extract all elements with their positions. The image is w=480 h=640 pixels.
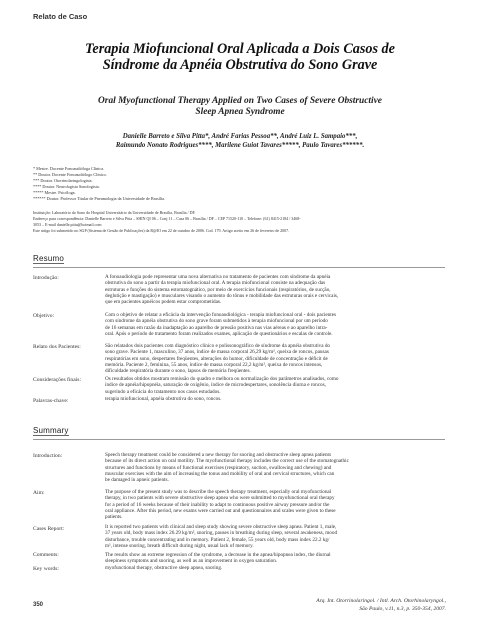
summary-label-key-words: Key words: <box>33 566 59 572</box>
resumo-text-consideracoes: Os resultados obtidos mostram remissão do quadro e melhora ou normalização dos parâmetros analisados, como índice de apnéia/hipopnéia, saturação de oxigênio, índice de microdespertares, sonolência diurna e roncos, sugerindo a eficácia do tratamento nos casos estudados. <box>105 376 339 395</box>
summary-label-aim: Aim: <box>33 490 45 496</box>
affiliation-4: **** Doutor. Neurologista Sonologista. <box>33 184 100 189</box>
summary-text-aim: The purpose of the present study was to describe the speech therapy treatment, especially oral myofunctional therapy, in two patients with severe obstructive sleep apnea who were submitted to myofunctional oral therapy for a period of 16 weeks because of their inability to adapt to continuous positive airway pressure and/or the oral appliance. After this period, new exams were carried out and questionnaires and scales were given to these patients. <box>105 489 336 521</box>
resumo-label-objetivo: Objetivo: <box>33 313 55 319</box>
summary-label-cases-report: Cases Report: <box>33 526 65 532</box>
institution-line-4: Este artigo foi submetido no SGP (Sistema de Gestão de Publicações) da R@IO em 22 de outubro de 2006. Cod. 179. Artigo aceito em 26 de fevereiro de 2007. <box>33 228 290 233</box>
summary-text-key-words: myofunctional therapy, obstructive sleep apnea, snoring. <box>105 565 223 571</box>
resumo-label-introducao: Introdução: <box>33 275 59 281</box>
resumo-label-palavras-chave: Palavras-chave: <box>33 398 69 404</box>
resumo-heading: Resumo <box>33 254 64 263</box>
affiliation-2: ** Doutor. Docente Fonoaudiólogo Clínico. <box>33 172 107 177</box>
summary-label-comments: Comments: <box>33 552 59 558</box>
resumo-rule <box>33 267 445 268</box>
affiliation-1: * Mestre. Docente Fonoaudióloga Clínica. <box>33 166 105 171</box>
summary-rule <box>33 439 445 440</box>
resumo-text-relato: São relatados dois pacientes com diagnóstico clínico e polissonográfico de síndrome da apnéia obstrutiva do sono grave. Paciente 1, masculino, 37 anos, índice de massa corporal 26,29 kg/m², queixa de roncos, pausas respiratórias em sono, despertares freqüentes, alterações do humor, dificuldade de concentração e déficit de memória. Paciente 2, feminina, 55 anos, índice de massa corporal 22,2 kg/m², queixa de roncos intensos, dificuldade respiratória durante o sono, lapsos de memória freqüentes. <box>105 343 331 375</box>
title-en-line-1: Oral Myofunctional Therapy Applied on Two Cases of Severe Obstructive <box>98 96 382 106</box>
page-number: 350 <box>33 602 44 608</box>
journal-citation-line-1: Arq. Int. Otorrinolaringol. / Intl. Arch. Otorhinolaryngol., <box>316 598 446 604</box>
title-pt-line-1: Terapia Miofuncional Oral Aplicada a Dois Casos de <box>85 41 395 57</box>
resumo-label-relato: Relato dos Pacientes: <box>33 344 81 350</box>
summary-text-comments: The results show an extreme regression of the syndrome, a decrease in the apnea/hipopnea index, the diurnal sleepiness symptoms and snoring, as well as an improvement in oxygen saturation. <box>105 552 331 565</box>
resumo-text-objetivo: Com o objetivo de relatar a eficácia da intervenção fonoaudiológica - terapia miofuncional oral - dois pacientes com síndrome da apnéia obstrutiva do sono grave foram submetidos à terapia miofuncional por um período de 16 semanas em razão da inadaptação ao aparelho de pressão positiva nas vias aéreas e ao aparelho intra- oral. Após o período de tratamento foram realizados exames, aplicação de questionários e escalas de controle. <box>105 312 337 337</box>
title-en-line-2: Sleep Apnea Syndrome <box>195 107 285 117</box>
summary-text-introduction: Speech therapy treatment could be considered a new therapy for snoring and obstructive sleep apnea patients because of its direct action on oral motility. The myofunctional therapy includes the correct use of the stomatognathic structures and functions by means of functional exercises (respiratory, suction, swallowing and chewing) and muscular exercises with the aim of increasing the tonus and mobility of oral and cervical structures, which can be damaged in apneic patients. <box>105 452 349 484</box>
resumo-text-introducao: A fonoaudiologia pode representar uma nova alternativa no tratamento de pacientes com síndrome da apnéia obstrutiva do sono a partir da terapia miofuncional oral. A terapia miofuncional consiste na adequação das estruturas e funções do sistema estomatognático, por meio de exercícios funcionais (respiratórios, de sucção, deglutição e mastigação) e musculares visando o aumento do tônus e mobilidade das estruturas orais e cervicais, que em pacientes apnéicos podem estar comprometidas. <box>105 274 339 306</box>
journal-citation-line-2: São Paulo, v.11, n.3, p. 350-354, 2007. <box>359 606 446 612</box>
section-label: Relato de Caso <box>33 12 88 21</box>
authors-line-2: Raimundo Nonato Rodrigues****, Marilene Guiot Tavares*****, Paulo Tavares******. <box>115 142 365 149</box>
resumo-text-palavras-chave: terapia miofuncional, apnéia obstrutiva do sono, roncos. <box>105 396 222 402</box>
summary-heading: Summary <box>33 426 69 435</box>
affiliation-3: *** Doutor. Otorrinolaringologista. <box>33 178 93 183</box>
resumo-label-consideracoes: Considerações finais: <box>33 377 82 383</box>
affiliation-6: ****** Doutor. Professor Titular de Pneumologia da Universidade de Brasília. <box>33 196 166 201</box>
authors-line-1: Danielle Barreto e Silva Pitta*, André Farias Pessoa**, André Luiz L. Sampaio***, <box>122 133 358 140</box>
institution-line-2: Endereço para correspondência: Danielle Barreto e Silva Pitta – SHIN QI 06 – Conj 11 – Casa 06 – Brasília / DF – CEP 71520-110 – Telefone: (61) 8415-2184 / 3468- <box>33 216 301 221</box>
summary-label-introduction: Introduction: <box>33 453 63 459</box>
summary-text-cases-report: It is reported two patients with clinical and sleep study showing severe obstructive sleep apnea. Patient 1, male, 37 years old, body mass index 26.29 kg/m², snoring, pauses in breathing during sleep, several awakeness, mood disturbance, trouble concentrating and in memory. Patient 2, female, 55 years old, body mass index 22.2 kg/ m², intense snoring, breath difficult during night, usual lack of memory. <box>105 524 338 549</box>
institution-line-3: 3053 – E-mail danielle.pitta@hotmail.com <box>33 222 102 227</box>
institution-line-1: Instituição: Laboratório do Sono do Hospital Universitário da Universidade de Brasília, Brasília / DF. <box>33 210 196 215</box>
affiliation-5: ***** Mestre. Psicóloga. <box>33 190 76 195</box>
title-pt-line-2: Síndrome da Apnéia Obstrutiva do Sono Grave <box>102 57 378 73</box>
